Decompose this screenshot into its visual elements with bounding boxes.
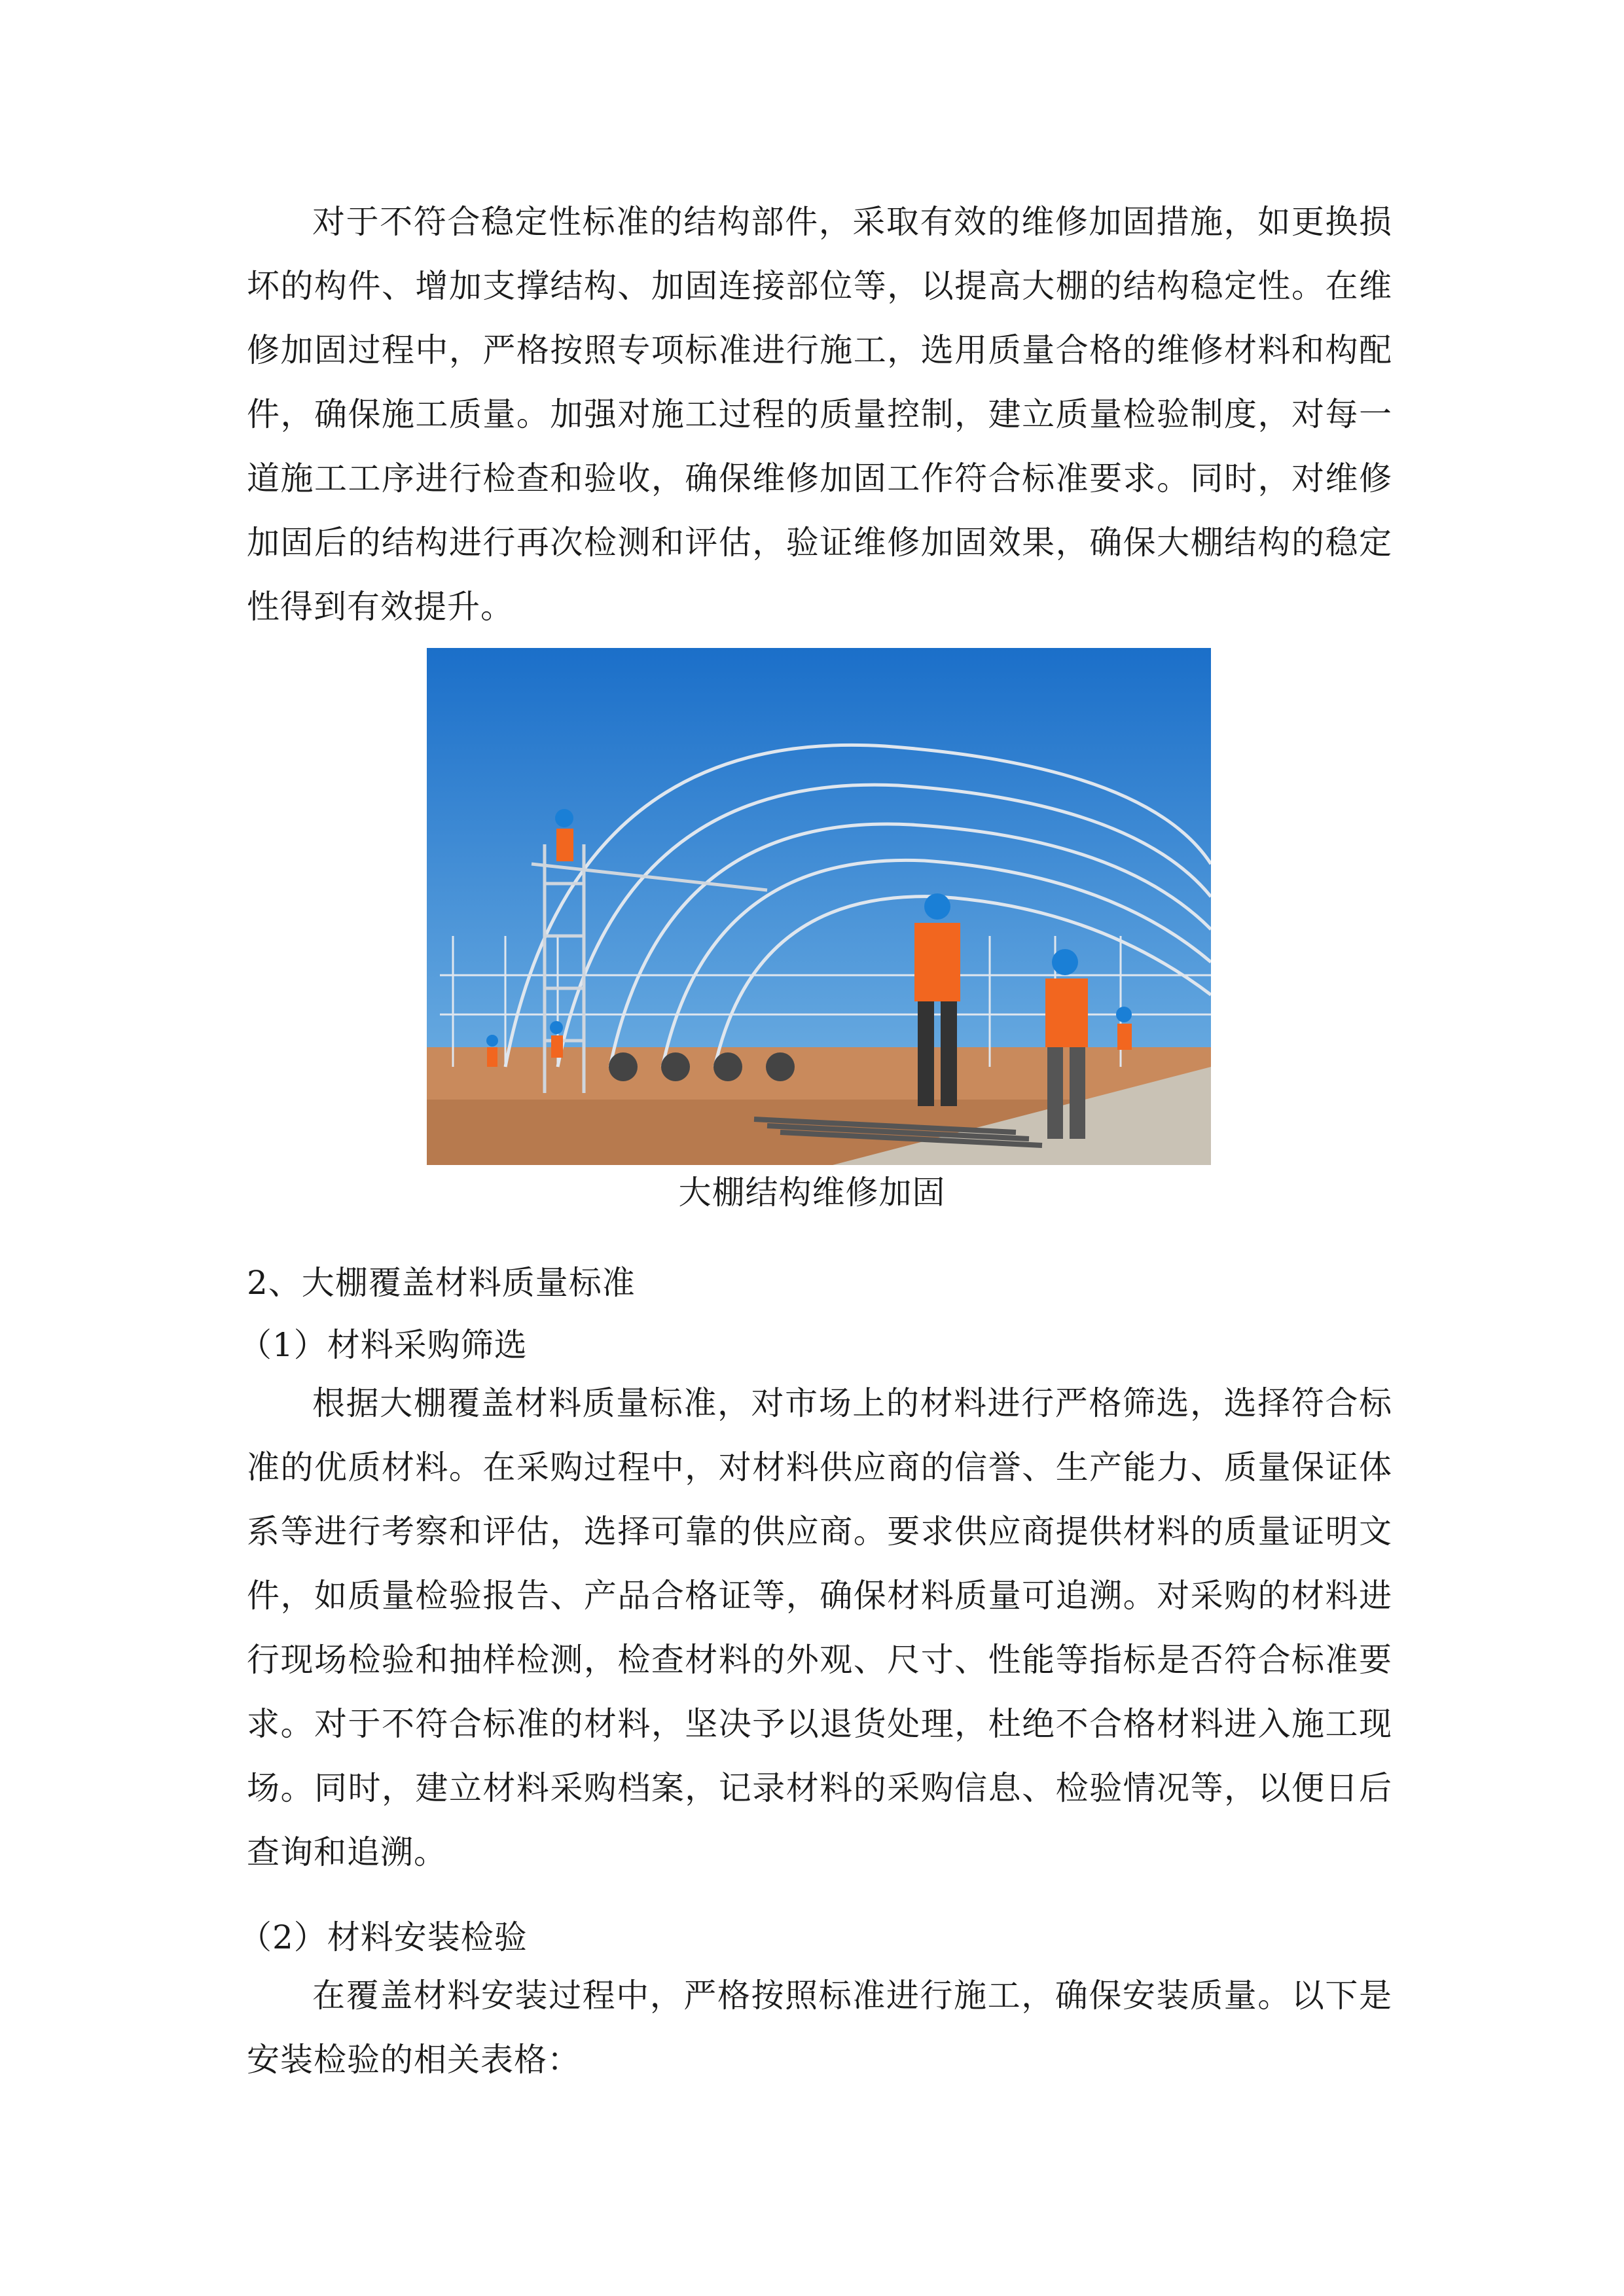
paragraph-material-procurement: 根据大棚覆盖材料质量标准，对市场上的材料进行严格筛选，选择符合标准的优质材料。在采购过程中，对材料供应商的信誉、生产能力、质量保证体系等进行考察和评估，选择可靠的供应商。要求供应商提供材料的质量证明文件，如质量检验报告、产品合格证等，确保材料质量可追溯。对采购的材料进行现场检验和抽样检测，检查材料的外观、尺寸、性能等指标是否符合标准要求。对于不符合标准的材料，坚决予以退货处理，杜绝不合格材料进入施工现场。同时，建立材料采购档案，记录材料的采购信息、检验情况等，以便日后查询和追溯。	[247, 1384, 1392, 1871]
section-heading-covering-materials: 2、大棚覆盖材料质量标准	[247, 1264, 636, 1302]
figure-caption: 大棚结构维修加固	[678, 1174, 946, 1211]
subheading-installation-inspection: （2）材料安装检验	[239, 1918, 528, 1956]
subheading-material-procurement: （1）材料采购筛选	[239, 1326, 528, 1364]
paragraph-structure-repair: 对于不符合稳定性标准的结构部件，采取有效的维修加固措施，如更换损坏的构件、增加支撑结构、加固连接部位等，以提高大棚的结构稳定性。在维修加固过程中，严格按照专项标准进行施工，选用质量合格的维修材料和构配件，确保施工质量。加强对施工过程的质量控制，建立质量检验制度，对每一道施工工序进行检查和验收，确保维修加固工作符合标准要求。同时，对维修加固后的结构进行再次检测和评估，验证维修加固效果，确保大棚结构的稳定性得到有效提升。	[247, 203, 1392, 626]
paragraph-installation-inspection: 在覆盖材料安装过程中，严格按照标准进行施工，确保安装质量。以下是安装检验的相关表格：	[247, 1977, 1392, 2079]
worker-on-scaffold	[555, 809, 573, 861]
greenhouse-repair-photo	[427, 648, 1211, 1165]
